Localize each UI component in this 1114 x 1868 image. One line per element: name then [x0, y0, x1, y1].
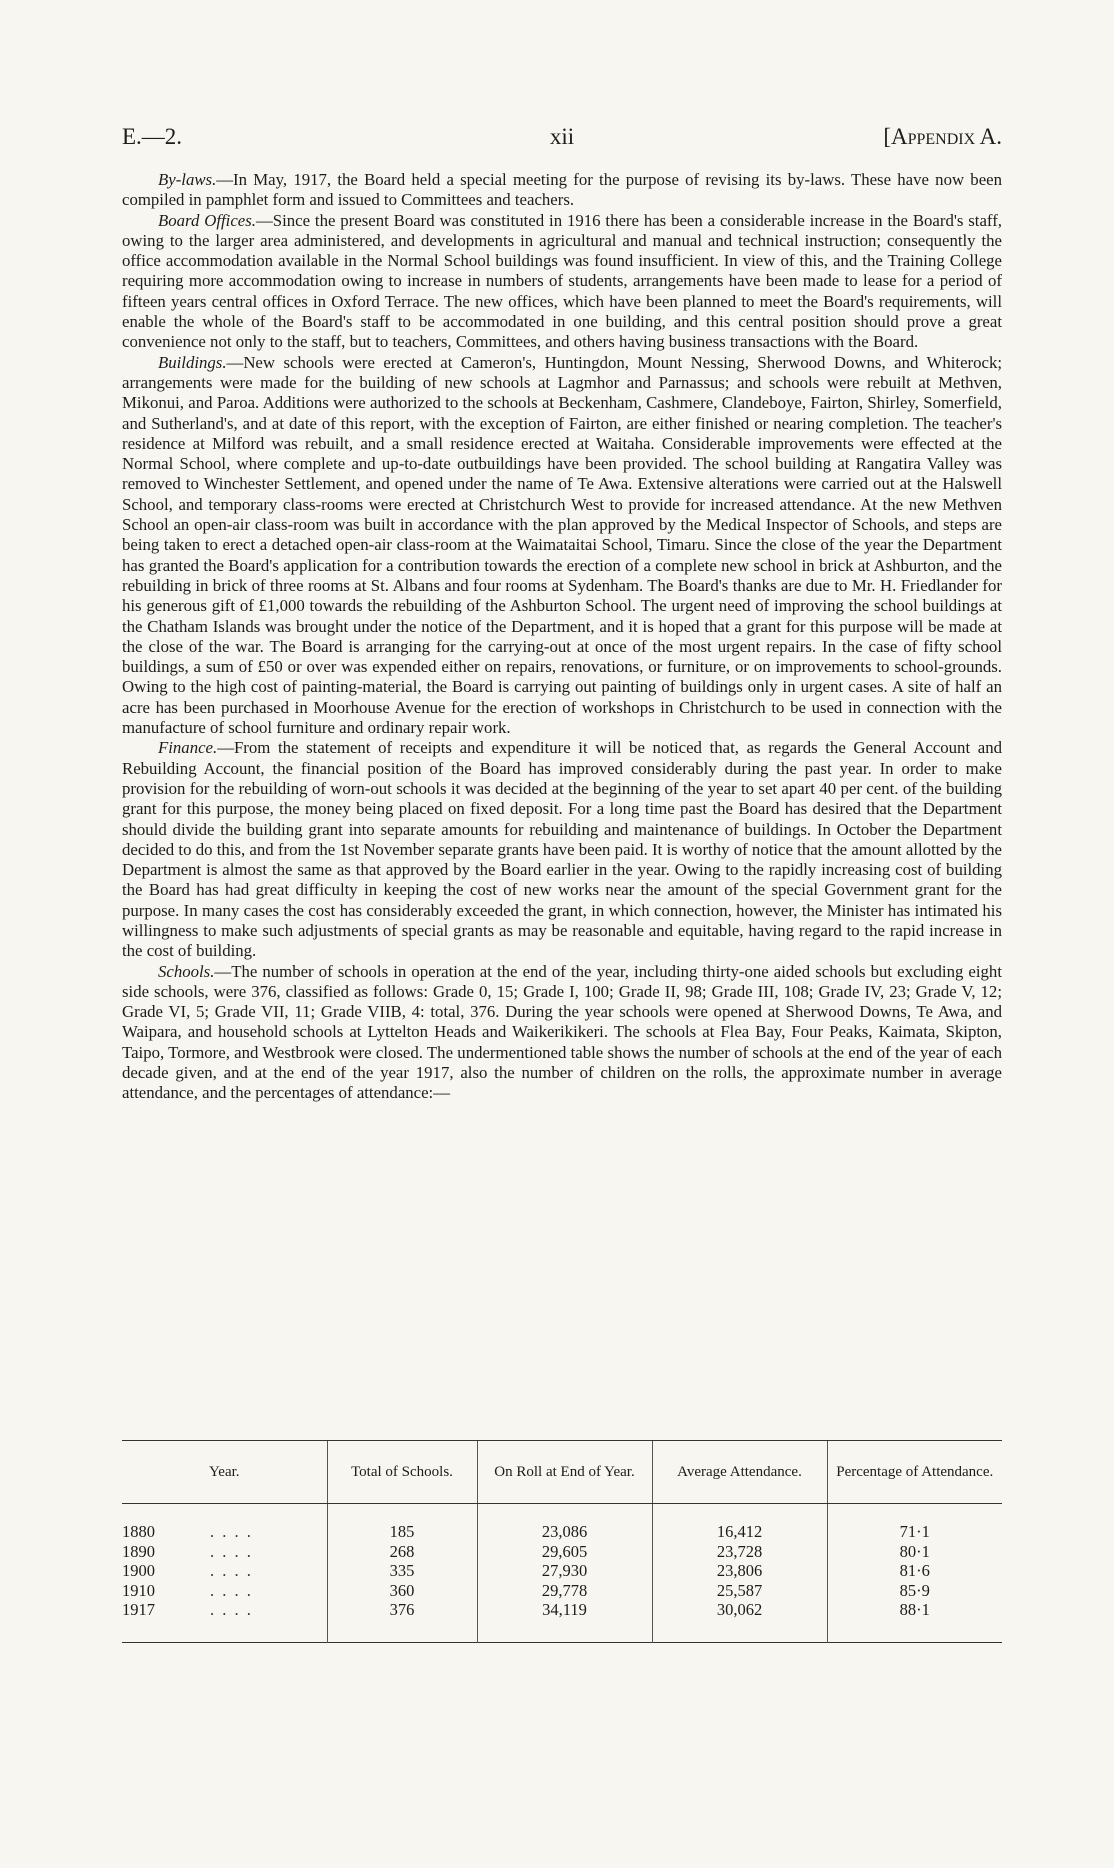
paragraph-schools [122, 962, 1002, 1104]
paragraph-board-offices [122, 211, 1002, 353]
attendance-cell: 30,062 [652, 1600, 827, 1642]
report-body [122, 170, 1002, 1104]
percentage-cell: 80·1 [827, 1542, 1002, 1562]
year-cell: 1880 . . . . [122, 1522, 253, 1541]
roll-cell: 23,086 [477, 1522, 652, 1542]
paragraph-heading: Schools. [158, 961, 215, 981]
attendance-cell: 16,412 [652, 1522, 827, 1542]
schools-attendance-table [122, 1440, 1002, 1644]
attendance-cell: 25,587 [652, 1581, 827, 1601]
paragraph-heading: Board Offices. [158, 210, 256, 230]
percentage-cell: 71·1 [827, 1522, 1002, 1542]
column-header-percentage: Percentage of Attendance. [827, 1441, 1002, 1504]
column-header-roll: On Roll at End of Year. [477, 1441, 652, 1504]
table-row [122, 1542, 1002, 1562]
table-row [122, 1561, 1002, 1581]
column-header-total: Total of Schools. [327, 1441, 477, 1504]
table-row [122, 1522, 1002, 1542]
roll-cell: 29,778 [477, 1581, 652, 1601]
total-cell: 376 [327, 1600, 477, 1642]
page-number: xii [549, 124, 575, 149]
roll-cell: 34,119 [477, 1600, 652, 1642]
year-cell: 1917 . . . . [122, 1600, 253, 1619]
dot-leader: . . . . [210, 1600, 253, 1619]
paragraph-text: —In May, 1917, the Board held a special meeting for the purpose of revising its by-laws. These have now been compiled in pamphlet form and issued to Committees and teachers. [122, 170, 1002, 210]
total-cell: 360 [327, 1581, 477, 1601]
year-cell: 1890 . . . . [122, 1541, 253, 1561]
paragraph-heading: Finance. [158, 738, 218, 758]
paragraph-text: —Since the present Board was constituted in 1916 there has been a considerable increase in the Board's staff, owing to the larger area administered, and developments in agricultural and manual and technical instruction; consequently the office accommodation available in the Normal School buildings was found insufficient. In view of this, and the Training College requiring more accommodation owing to increase in numbers of students, arrangements have been made to lease for a period of fifteen years central offices in Oxford Terrace. The new offices, which have been planned to meet the Board's requirements, will enable the whole of the Board's staff to be accommodated in one building, and this central position should prove a great convenience not only to the staff, but to teachers, Committees, and others having business transactions with the Board. [122, 210, 1002, 352]
table-header-row [122, 1441, 1002, 1504]
paragraph-buildings [122, 353, 1002, 739]
paragraph-text: —From the statement of receipts and expenditure it will be noticed that, as regards the General Account and Rebuilding Account, the financial position of the Board has improved considerably during the past year. In order to make provision for the rebuilding of worn-out schools it was decided at the beginning of the year to set apart 40 per cent. of the building grant for this purpose, the money being placed on fixed deposit. For a long time past the Board has desired that the Department should divide the building grant into separate amounts for rebuilding and maintenance of buildings. In October the Department decided to do this, and from the 1st November separate grants have been paid. It is worthy of notice that the amount allotted by the Department is almost the same as that approved by the Board earlier in the year. Owing to the rapidly increasing cost of building the Board has had great difficulty in keeping the cost of new works near the amount of the special Government grant for the purpose. In many cases the cost has considerably exceeded the grant, in which connection, however, the Minister has intimated his willingness to make such adjustments of special grants as may be reasonable and equitable, having regard to the rapid increase in the cost of building. [122, 738, 1002, 961]
dot-leader: . . . . [210, 1541, 253, 1561]
table-spacer-row [122, 1504, 1002, 1523]
year-cell: 1900 . . . . [122, 1561, 253, 1580]
dot-leader: . . . . [210, 1580, 253, 1600]
attendance-cell: 23,728 [652, 1542, 827, 1562]
roll-cell: 27,930 [477, 1561, 652, 1581]
table-bottom-rule [122, 1642, 1002, 1644]
column-header-year: Year. [122, 1441, 327, 1504]
percentage-cell: 85·9 [827, 1581, 1002, 1601]
appendix-label: [Appendix A. [883, 124, 1002, 149]
dot-leader: . . . . [210, 1522, 253, 1541]
paragraph-by-laws [122, 170, 1002, 211]
percentage-cell: 88·1 [827, 1600, 1002, 1642]
page-header [122, 124, 1002, 160]
table-row [122, 1581, 1002, 1601]
total-cell: 268 [327, 1542, 477, 1562]
document-reference: E.—2. [122, 124, 183, 149]
paragraph-heading: By-laws. [158, 170, 217, 189]
percentage-cell: 81·6 [827, 1561, 1002, 1581]
table-row [122, 1600, 1002, 1642]
paragraph-heading: Buildings. [158, 352, 227, 372]
total-cell: 335 [327, 1561, 477, 1581]
total-cell: 185 [327, 1522, 477, 1542]
paragraph-finance [122, 738, 1002, 961]
schools-table-wrapper [122, 1440, 1002, 1644]
paragraph-text: —The number of schools in operation at the end of the year, including thirty-one aided schools but excluding eight side schools, were 376, classified as follows: Grade 0, 15; Grade I, 100; Grade II, 98; Grade III, 108; Grade IV, 23; Grade V, 12; Grade VI, 5; Grade VII, 11; Grade VIIB, 4: total, 376. During the year schools were opened at Sherwood Downs, Te Awa, and Waipara, and household schools at Lyttelton Heads and Waikerikikeri. The schools at Flea Bay, Four Peaks, Kaimata, Skipton, Taipo, Tormore, and Westbrook were closed. The undermentioned table shows the number of schools at the end of the year of each decade given, and at the end of the year 1917, also the number of children on the rolls, the approximate number in average attendance, and the percentages of attendance:— [122, 961, 1002, 1103]
dot-leader: . . . . [210, 1561, 253, 1580]
attendance-cell: 23,806 [652, 1561, 827, 1581]
year-cell: 1910 . . . . [122, 1580, 253, 1600]
roll-cell: 29,605 [477, 1542, 652, 1562]
paragraph-text: —New schools were erected at Cameron's, Huntingdon, Mount Nessing, Sherwood Downs, and Whiterock; arrangements were made for the building of new schools at Lagmhor and Parnassus; and schools were rebuilt at Methven, Mikonui, and Paroa. Additions were authorized to the schools at Beckenham, Cashmere, Clandeboye, Fairton, Shirley, Somerfield, and Sutherland's, and at date of this report, with the exception of Fairton, are either finished or nearing completion. The teacher's residence at Milford was rebuilt, and a small residence erected at Waitaha. Considerable improvements were effected at the Normal School, where complete and up-to-date outbuildings have been provided. The school building at Rangatira Valley was removed to Winchester Settlement, and opened under the name of Te Awa. Extensive alterations were carried out at the Halswell School, and temporary class-rooms were erected at Christchurch West to provide for increased attendance. At the new Methven School an open-air class-room was built in accordance with the plan approved by the Medical Inspector of Schools, and steps are being taken to erect a detached open-air class-room at the Waimataitai School, Timaru. Since the close of the year the Department has granted the Board's application for a contribution towards the erection of a complete new school in brick at Ashburton, and the rebuilding in brick of three rooms at St. Albans and four rooms at Sydenham. The Board's thanks are due to Mr. H. Friedlander for his generous gift of £1,000 towards the rebuilding of the Ashburton School. The urgent need of improving the school buildings at the Chatham Islands was brought under the notice of the Department, and it is hoped that a grant for this purpose will be made at the close of the war. The Board is arranging for the carrying-out at once of the most urgent repairs. In the case of fifty school buildings, a sum of £50 or over was expended either on repairs, renovations, or furniture, or on improvements to school-grounds. Owing to the high cost of painting-material, the Board is carrying out painting of buildings only in urgent cases. A site of half an acre has been purchased in Moorhouse Avenue for the erection of workshops in Christchurch to be used in connection with the manufacture of school furniture and ordinary repair work. [122, 352, 1002, 738]
column-header-attendance: Average Attendance. [652, 1441, 827, 1504]
